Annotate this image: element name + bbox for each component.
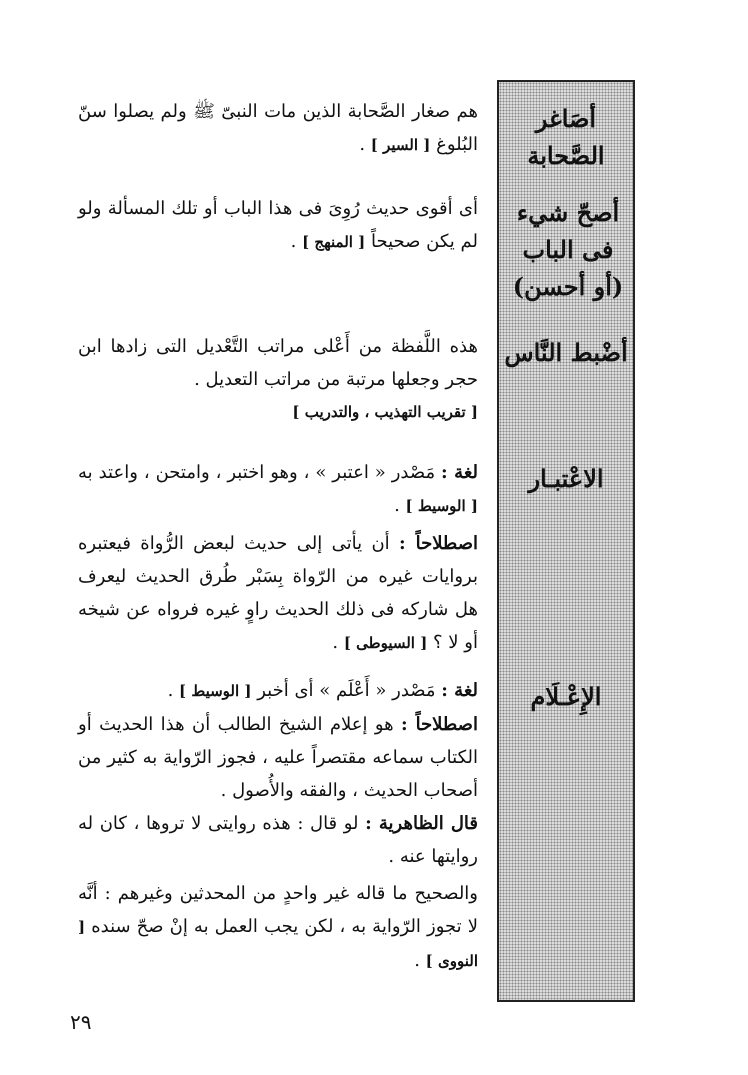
source-ref: [ النووى ] [78,918,478,970]
term-asahh-shay-fi-al-bab: أصحّ شيء فى الباب (أو أحسن) [512,198,624,301]
term-adbat-al-nas: أضْبط النَّاس [504,338,628,367]
source-ref: [ تقريب التهذيب ، والتدريب ] [292,403,478,421]
source-ref: [ الوسيط ] [405,497,478,515]
term-asaghir-al-sahaba: أصَاغر الصَّحابة [527,104,605,170]
entry-adbat [78,330,478,429]
istilah-label: اصطلاحاً : [401,714,478,735]
lugha-label: لغة : [441,680,478,701]
page-number: ٢٩ [70,1010,92,1034]
lugha-text: مَصْدر « أَعْلَم » أى أخبر [257,680,436,701]
istilah-text: أن يأتى إلى حديث لبعض الرُّواة فيعتبره بروايات غيره من الرّواة بِسَبْر طُرق الحديث ليعرف هل شاركه فى ذلك الحديث راوٍ غيره فرواه عن شيخه أو لا ؟ [78,533,478,653]
lugha-label: لغة : [441,462,478,483]
term-al-itibar: الاعْتبـار [528,464,604,493]
istilah-label: اصطلاحاً : [399,533,478,554]
terms-sidebar [497,80,635,1002]
entry-ilam: لغة : مَصْدر « أَعْلَم » أى أخبر [ الوسيط ] . اصطلاحاً : هو إعلام الشيخ الطالب أن هذا الحديث أو الكتاب سماعه مقتصراً عليه ، فجوز الرّواية به كثير من أصحاب الحديث ، والفقه والأُصول . قال الظاهرية : لو قال : هذه روايتى لا تروها ، كان له روايتها عنه . والصحيح ما قاله غير واحدٍ من المحدثين وغيرهم : أنَّه لا تجوز الرّواية به ، لكن يجب العمل به إنْ صحّ سنده [ النووى ] . [78,680,478,971]
entry-asaghir: هم صغار الصَّحابة الذين مات النبىّ ﷺ ولم يصلوا سنّ البُلوغ [ السير ] . [78,101,478,155]
source-ref: [ الوسيط ] [179,682,252,700]
source-ref: [ السيوطى ] [343,634,428,652]
zahiriya-text: لو قال : هذه روايتى لا تروها ، كان له روايتها عنه . [78,813,478,867]
entry-text: هم صغار الصَّحابة الذين مات النبىّ ﷺ ولم يصلوا سنّ البُلوغ [78,101,478,155]
entry-itibar: لغة : مَصْدر « اعتبر » ، وهو اختبر ، وامتحن ، واعتد به [ الوسيط ] . اصطلاحاً : أن يأتى إلى حديث لبعض الرُّواة فيعتبره بروايات غيره من الرّواة بِسَبْر طُرق الحديث ليعرف هل شاركه فى ذلك الحديث راوٍ غيره فرواه عن شيخه أو لا ؟ [ السيوطى ] . [78,462,478,653]
term-al-ilam: الإِعْـلَام [530,682,602,711]
sahih-text: والصحيح ما قاله غير واحدٍ من المحدثين وغيرهم : أنَّه لا تجوز الرّواية به ، لكن يجب العمل به إنْ صحّ سنده [78,883,478,937]
entry-asahh: أى أقوى حديث رُوِىَ فى هذا الباب أو تلك المسألة ولو لم يكن صحيحاً [ المنهج ] . [78,198,478,252]
lugha-text: مَصْدر « اعتبر » ، وهو اختبر ، وامتحن ، واعتد به [78,462,436,483]
source-ref: [ المنهج ] [302,233,366,251]
istilah-text: هو إعلام الشيخ الطالب أن هذا الحديث أو الكتاب سماعه مقتصراً عليه ، فجوز الرّواية به كثير من أصحاب الحديث ، والفقه والأُصول . [78,714,478,801]
source-ref: [ السير ] [370,136,431,154]
entry-text: هذه اللَّفظة من أَعْلى مراتب التَّعْديل التى زادها ابن حجر وجعلها مرتبة من مراتب التعديل . [78,336,478,390]
zahiriya-label: قال الظاهرية : [365,813,478,834]
entry-text: أى أقوى حديث رُوِىَ فى هذا الباب أو تلك المسألة ولو لم يكن صحيحاً [78,198,478,252]
